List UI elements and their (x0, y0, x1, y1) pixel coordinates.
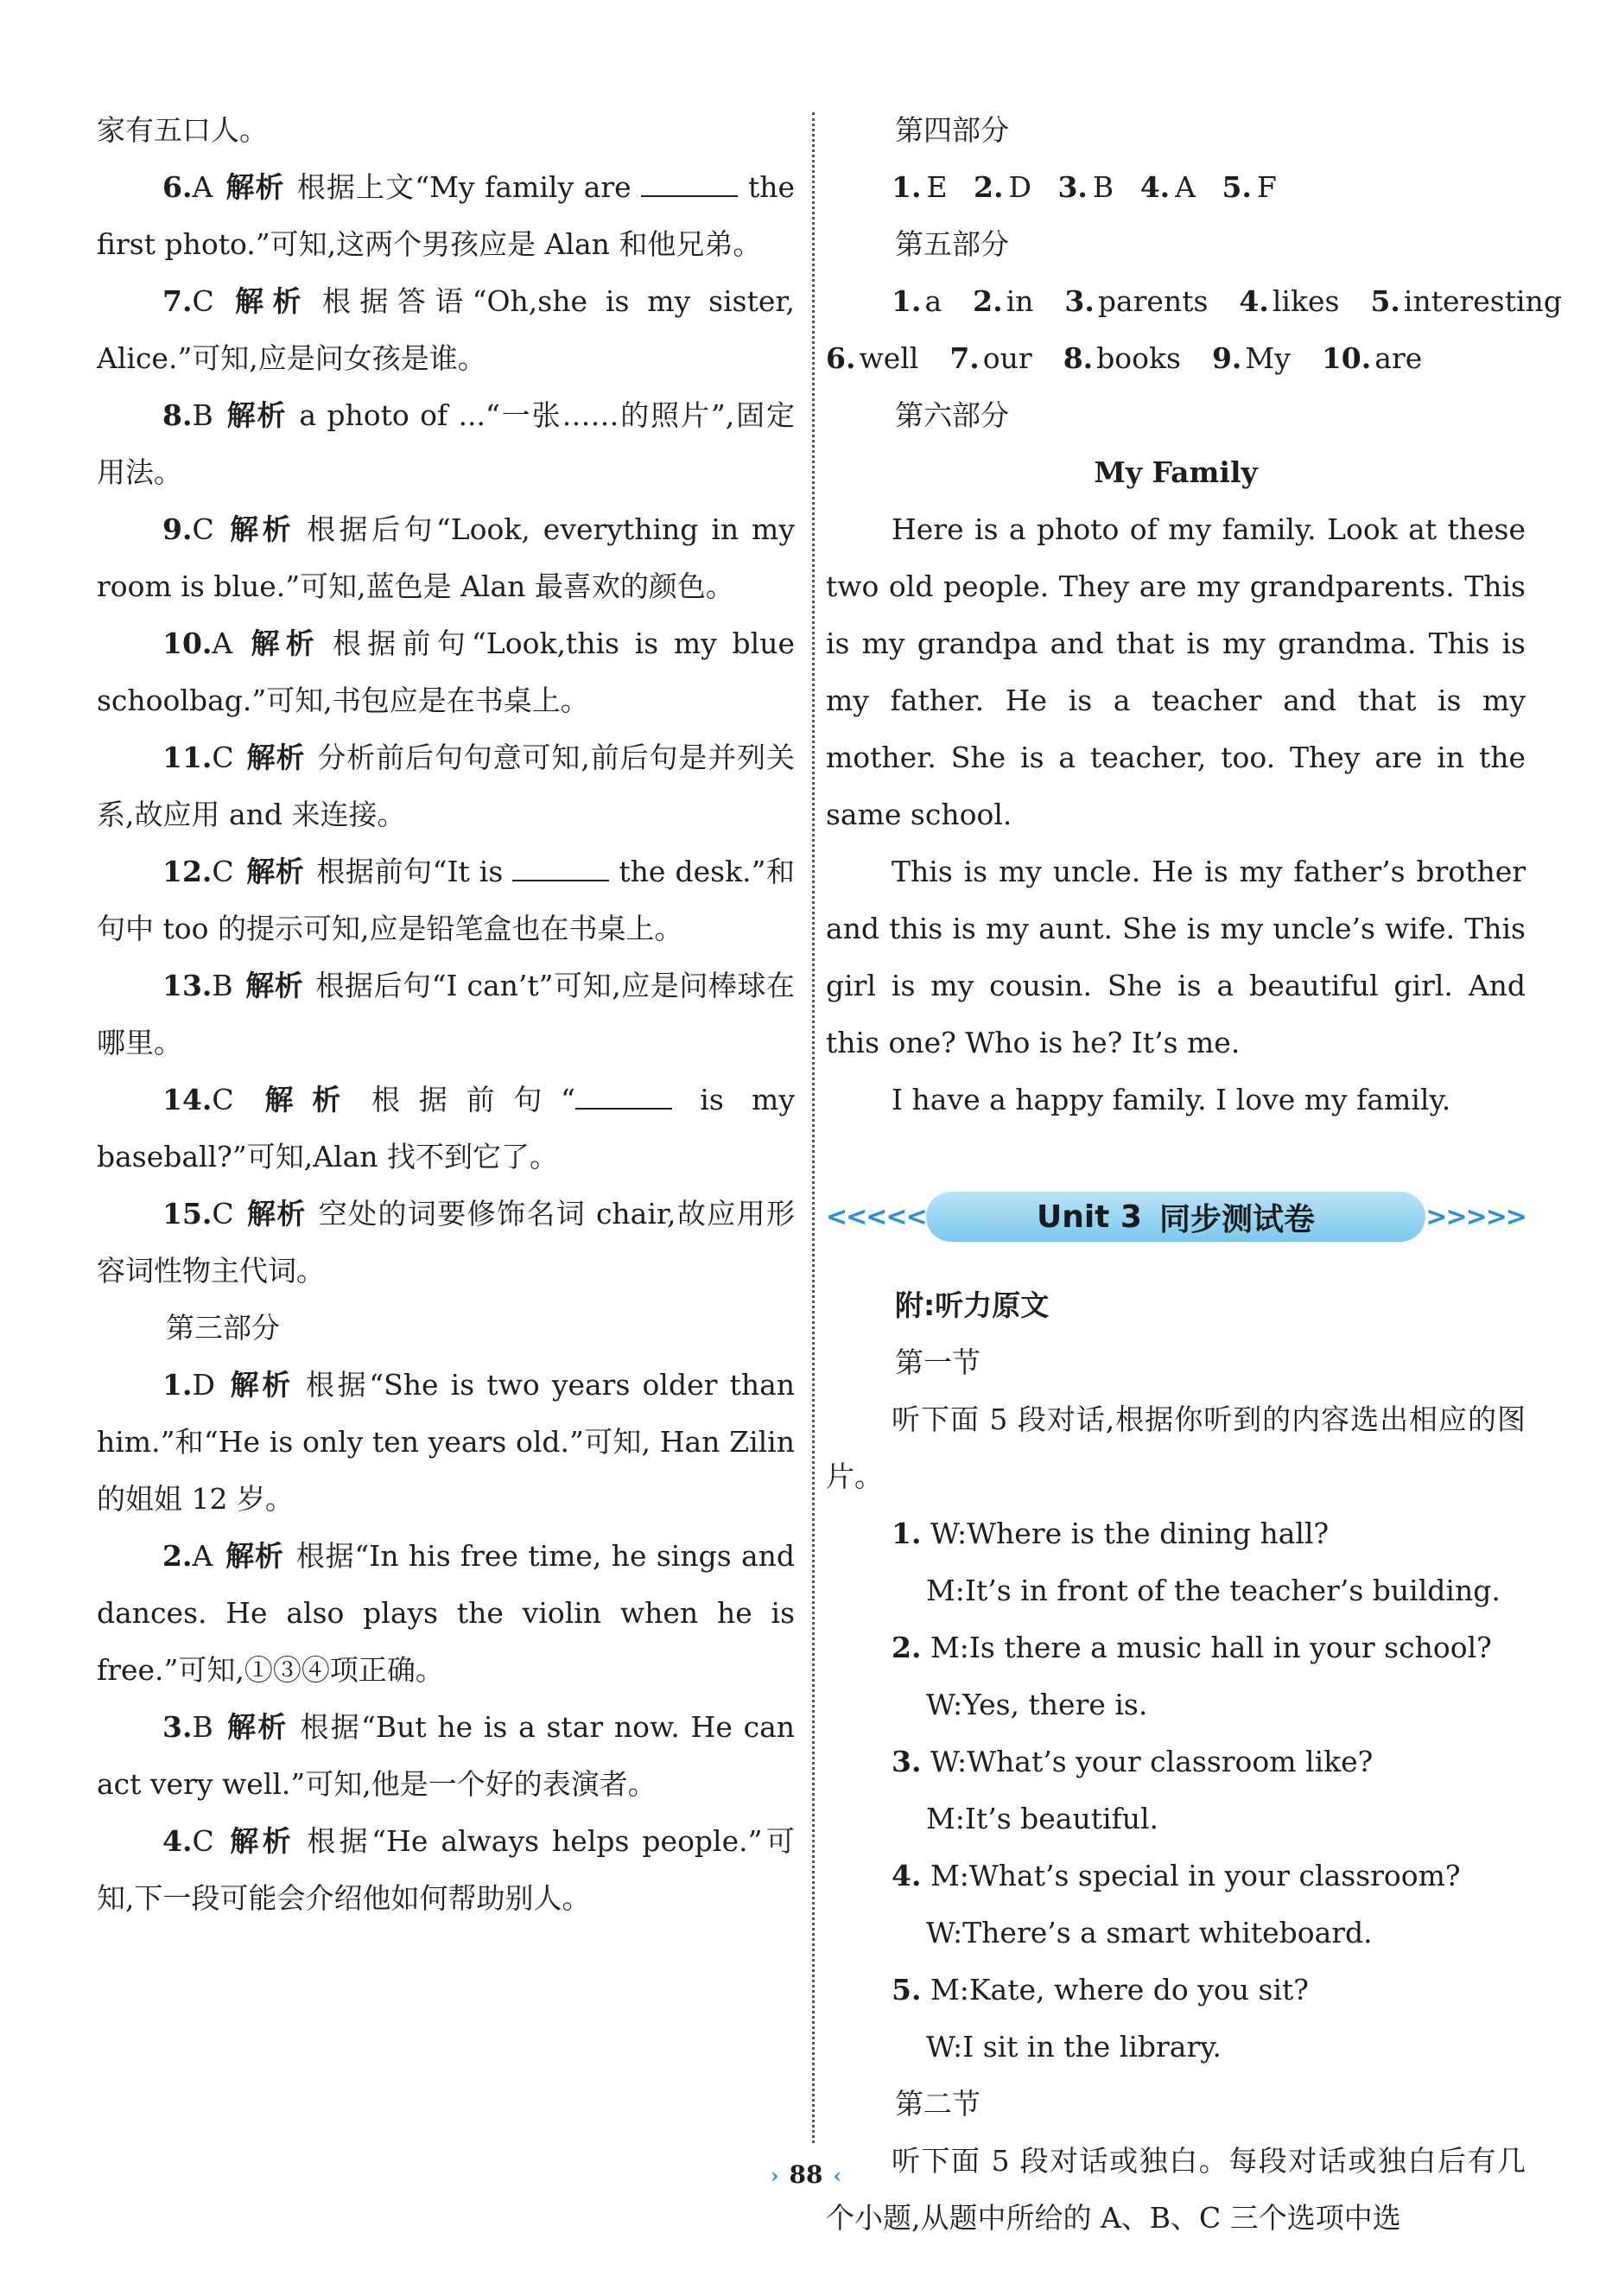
dialog-line: 3. W:What’s your classroom like? (892, 1745, 1374, 1778)
section-heading-sec1: 第一节 (895, 1345, 981, 1379)
dialog-line: W:I sit in the library. (926, 2030, 1222, 2064)
part3-answer-4: 4.C 解析 根据“He always helps people.”可知,下一段可能会介绍他如何帮助别人。 (97, 1824, 795, 1915)
answer-item-10: 10.A 解析 根据前句“Look,this is my blue schoolbag.”可知,书包应是在书桌上。 (97, 626, 796, 717)
dialog-line: 2. M:Is there a music hall in your school? (892, 1631, 1492, 1664)
essay-paragraph-2: This is my uncle. He is my father’s brother and this is my aunt. She is my uncle’s wife. This girl is my cousin. She is a beautiful girl. And this one? Who is he? It’s me. (826, 855, 1526, 1059)
section-heading-part3: 第三部分 (166, 1311, 280, 1345)
dialog-line: 1. W:Where is the dining hall? (892, 1517, 1330, 1550)
essay-paragraph-3: I have a happy family. I love my family. (892, 1083, 1451, 1116)
right-column (826, 102, 1562, 2247)
sec2-instructions: 听下面 5 段对话或独白。每段对话或独白后有几个小题,从题中所给的 A、B、C 三个选项中选 (826, 2144, 1526, 2235)
attachment-heading: 附:听力原文 (895, 1288, 1050, 1322)
banner-title: 同步测试卷 (1158, 1201, 1315, 1237)
answer-blank (575, 1091, 672, 1110)
answer-item-14: 14.C 解析 根据前句“ is my baseball?”可知,Alan 找不到它了。 (97, 1083, 795, 1173)
answer-item-13: 13.B 解析 根据后句“I can’t”可知,应是问棒球在哪里。 (97, 969, 796, 1059)
answer-text: 家有五口人。 (97, 113, 268, 147)
part5-answers-row1: 1. a 2. in 3. parents 4. likes 5. interesting (892, 284, 1562, 318)
answer-item-9: 9.C 解析 根据后句“Look, everything in my room is blue.”可知,蓝色是 Alan 最喜欢的颜色。 (97, 512, 795, 603)
answer-item-11: 11.C 解析 分析前后句句意可知,前后句是并列关系,故应用 and 来连接。 (97, 741, 796, 831)
section-heading-part5: 第五部分 (895, 227, 1009, 261)
sec1-instructions: 听下面 5 段对话,根据你听到的内容选出相应的图片。 (826, 1402, 1526, 1493)
answer-item-7: 7.C 解析 根据答语“Oh,she is my sister, Alice.”可知,应是问女孩是谁。 (97, 284, 795, 375)
section-heading-part6: 第六部分 (895, 398, 1009, 432)
answer-item-8: 8.B 解析 a photo of ...“一张……的照片”,固定用法。 (97, 398, 795, 489)
answer-item-6: 6.A 解析 根据上文“My family are the first photo.”可知,这两个男孩应是 Alan 和他兄弟。 (97, 170, 795, 261)
page-number: 88 (789, 2160, 823, 2189)
part3-answer-3: 3.B 解析 根据“But he is a star now. He can act very well.”可知,他是一个好的表演者。 (97, 1710, 795, 1801)
dialog-line: M:It’s beautiful. (926, 1802, 1159, 1835)
dialog-line: W:There’s a smart whiteboard. (926, 1916, 1373, 1949)
dialog-line: W:Yes, there is. (926, 1688, 1148, 1721)
answer-blank (512, 862, 609, 881)
banner-left-arrows: <<<<< (826, 1201, 926, 1232)
left-column (97, 102, 795, 1927)
part5-answers-row2: 6. well 7. our 8. books 9. My 10. are (826, 341, 1423, 375)
essay-paragraph-1: Here is a photo of my family. Look at these two old people. They are my grandparents. This is my grandpa and that is my grandma. This is my father. He is a teacher and that is my mother. She is a teacher, too. They are in the same school. (826, 512, 1526, 831)
banner-title-pill (926, 1192, 1426, 1242)
part4-answers: 1. E 2. D 3. B 4. A 5. F (892, 170, 1277, 204)
unit-banner (826, 1182, 1526, 1251)
section-heading-sec2: 第二节 (895, 2087, 981, 2121)
dialog-line: M:It’s in front of the teacher’s building. (926, 1574, 1501, 1607)
part3-answer-2: 2.A 解析 根据“In his free time, he sings and dances. He also plays the violin when he is free.”可知,①③④项正确。 (97, 1539, 795, 1687)
column-divider (812, 112, 815, 2143)
dialog-line: 5. M:Kate, where do you sit? (892, 1973, 1309, 2007)
banner-right-arrows: >>>>> (1425, 1201, 1526, 1232)
dialog-line: 4. M:What’s special in your classroom? (892, 1859, 1461, 1892)
footer-right-arrow: ‹ (833, 2163, 842, 2188)
part3-answer-1: 1.D 解析 根据“She is two years older than him.”和“He is only ten years old.”可知, Han Zilin 的姐姐 12 岁。 (97, 1368, 795, 1516)
essay-title: My Family (1094, 455, 1258, 489)
banner-unit: Unit 3 (1036, 1199, 1142, 1235)
answer-blank (641, 178, 738, 197)
section-heading-part4: 第四部分 (895, 113, 1009, 147)
page-footer (0, 2160, 1612, 2189)
answer-item-15: 15.C 解析 空处的词要修饰名词 chair,故应用形容词性物主代词。 (97, 1197, 796, 1288)
answer-item-12: 12.C 解析 根据前句“It is the desk.”和句中 too 的提示可知,应是铅笔盒也在书桌上。 (97, 855, 796, 945)
footer-left-arrow: › (770, 2163, 779, 2188)
